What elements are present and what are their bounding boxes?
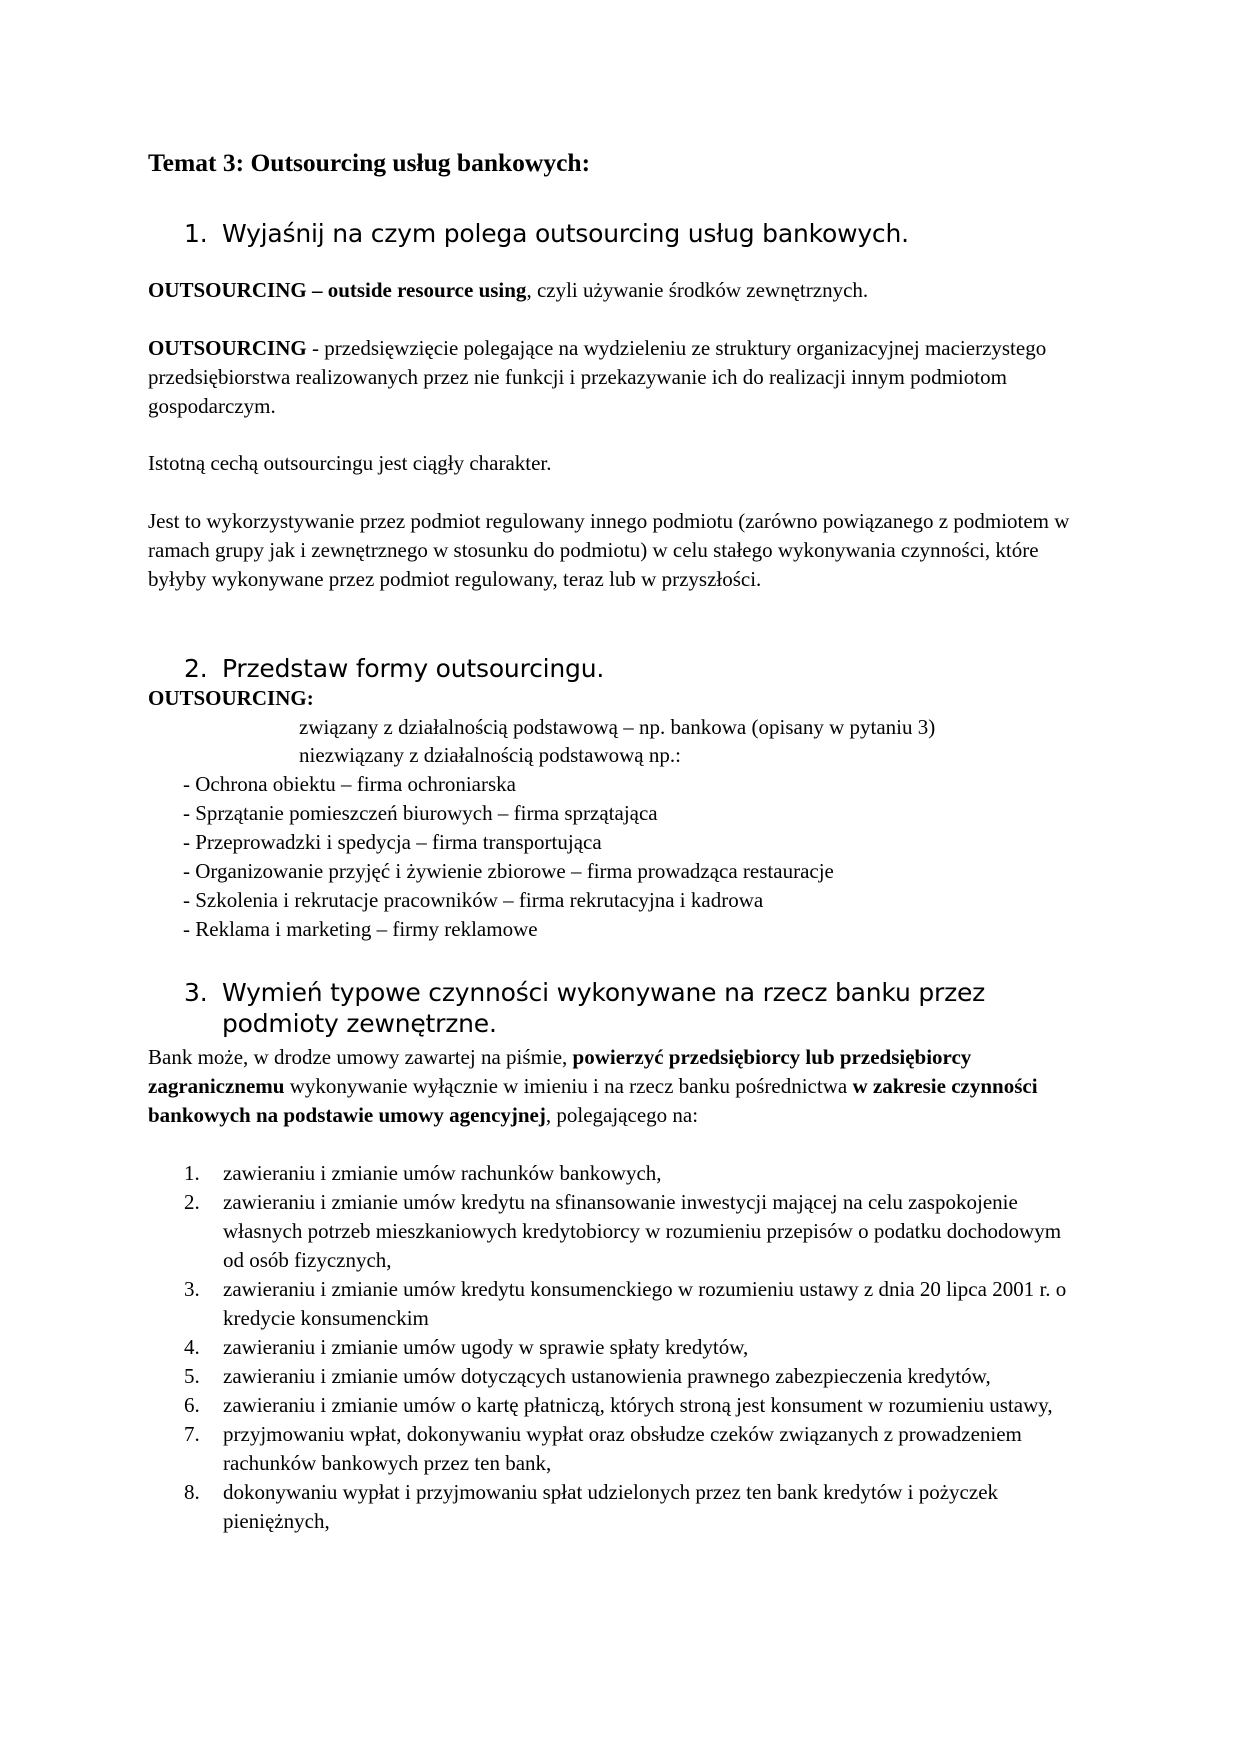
paragraph-text: Bank może, w drodze umowy zawartej na piśmie, bbox=[148, 1045, 573, 1069]
list-item: - Szkolenia i rekrutacje pracowników – firma rekrutacyjna i kadrowa bbox=[183, 888, 764, 912]
question-number: 3. bbox=[184, 978, 208, 1007]
list-item bbox=[184, 1478, 1084, 1536]
item-number: 3. bbox=[184, 1277, 200, 1301]
forms-label: OUTSOURCING: bbox=[148, 686, 314, 710]
paragraph-continuity: Istotną cechą outsourcingu jest ciągły charakter. bbox=[148, 451, 552, 475]
item-number: 2. bbox=[184, 1190, 200, 1214]
item-number: 7. bbox=[184, 1422, 200, 1446]
item-number: 8. bbox=[184, 1480, 200, 1504]
paragraph-explanation: Jest to wykorzystywanie przez podmiot regulowany innego podmiotu (zarówno powiązanego z podmiotem w ramach grupy jak i zewnętrznego w stosunku do podmiotu) w celu stałego wykonywania czynności, które byłyby wykonywane przez podmiot regulowany, teraz lub w przyszłości. bbox=[148, 509, 1070, 591]
item-text: zawieraniu i zmianie umów dotyczących ustanowienia prawnego zabezpieczenia kredytów, bbox=[223, 1364, 991, 1388]
list-item: - Sprzątanie pomieszczeń biurowych – firma sprzątająca bbox=[183, 801, 658, 825]
item-text: zawieraniu i zmianie umów kredytu na sfinansowanie inwestycji mającej na celu zaspokojenie własnych potrzeb mieszkaniowych kredytobiorcy w rozumieniu przepisów o podatku dochodowym od osób fizycznych, bbox=[223, 1190, 1062, 1272]
list-item bbox=[184, 1275, 1084, 1333]
paragraph-text: , polegającego na: bbox=[545, 1103, 699, 1127]
list-item bbox=[184, 1420, 1084, 1478]
item-text: dokonywaniu wypłat i przyjmowaniu spłat udzielonych przez ten bank kredytów i pożyczek pieniężnych, bbox=[223, 1480, 999, 1533]
question-number: 2. bbox=[184, 654, 208, 683]
item-text: zawieraniu i zmianie umów rachunków bankowych, bbox=[223, 1161, 662, 1185]
list-item: - Organizowanie przyjęć i żywienie zbiorowe – firma prowadząca restauracje bbox=[183, 859, 834, 883]
forms-noncore-line: niezwiązany z działalnością podstawową np.: bbox=[299, 743, 681, 767]
forms-core-line: związany z działalnością podstawową – np. bankowa (opisany w pytaniu 3) bbox=[299, 715, 936, 739]
list-item: - Przeprowadzki i spedycja – firma transportująca bbox=[183, 830, 602, 854]
item-number: 4. bbox=[184, 1335, 200, 1359]
question-1-heading bbox=[184, 218, 1084, 249]
forms-list bbox=[183, 770, 834, 944]
question-number: 1. bbox=[184, 219, 208, 248]
question-3-heading bbox=[184, 977, 1084, 1039]
bold-term: powierzyć przedsiębiorcy lub przedsiębiorcy zagranicznemu bbox=[148, 1045, 972, 1098]
bold-term: w zakresie czynności bankowych na podstawie umowy agencyjnej bbox=[148, 1074, 1038, 1127]
paragraph-text: - przedsięwzięcie polegające na wydzieleniu ze struktury organizacyjnej macierzystego przedsiębiorstwa realizowanych przez nie funkcji i przekazywanie ich do realizacji innym podmiotom gospodarczym. bbox=[148, 336, 1047, 418]
bold-term: OUTSOURCING bbox=[148, 336, 307, 360]
item-number: 6. bbox=[184, 1393, 200, 1417]
list-item bbox=[184, 1362, 1084, 1391]
definition-paragraph-1 bbox=[148, 276, 1088, 305]
page-title: Temat 3: Outsourcing usług bankowych: bbox=[148, 148, 591, 177]
definition-paragraph-2 bbox=[148, 334, 1088, 421]
list-item: - Reklama i marketing – firmy reklamowe bbox=[183, 917, 538, 941]
item-text: zawieraniu i zmianie umów kredytu konsumenckiego w rozumieniu ustawy z dnia 20 lipca 2001 r. o kredycie konsumenckim bbox=[223, 1277, 1067, 1330]
list-item bbox=[184, 1391, 1084, 1420]
paragraph-text: , czyli używanie środków zewnętrznych. bbox=[526, 278, 869, 302]
question-text: Wyjaśnij na czym polega outsourcing usług bankowych. bbox=[222, 219, 909, 248]
question-2-heading bbox=[184, 653, 1084, 684]
list-item bbox=[184, 1159, 1084, 1188]
paragraph-text: wykonywanie wyłącznie w imieniu i na rzecz banku pośrednictwa bbox=[284, 1074, 853, 1098]
item-number: 1. bbox=[184, 1161, 200, 1185]
question-text: Przedstaw formy outsourcingu. bbox=[222, 654, 605, 683]
item-text: zawieraniu i zmianie umów o kartę płatniczą, których stroną jest konsument w rozumieniu ustawy, bbox=[223, 1393, 1053, 1417]
item-number: 5. bbox=[184, 1364, 200, 1388]
activities-list bbox=[184, 1159, 1084, 1536]
list-item bbox=[184, 1333, 1084, 1362]
bold-term: OUTSOURCING – outside resource using bbox=[148, 278, 527, 302]
agency-paragraph bbox=[148, 1043, 1088, 1130]
list-item bbox=[184, 1188, 1084, 1275]
item-text: zawieraniu i zmianie umów ugody w sprawie spłaty kredytów, bbox=[223, 1335, 749, 1359]
question-text: Wymień typowe czynności wykonywane na rzecz banku przez podmioty zewnętrzne. bbox=[222, 978, 986, 1038]
item-text: przyjmowaniu wpłat, dokonywaniu wypłat oraz obsłudze czeków związanych z prowadzeniem rachunków bankowych przez ten bank, bbox=[223, 1422, 1022, 1475]
list-item: - Ochrona obiektu – firma ochroniarska bbox=[183, 772, 516, 796]
